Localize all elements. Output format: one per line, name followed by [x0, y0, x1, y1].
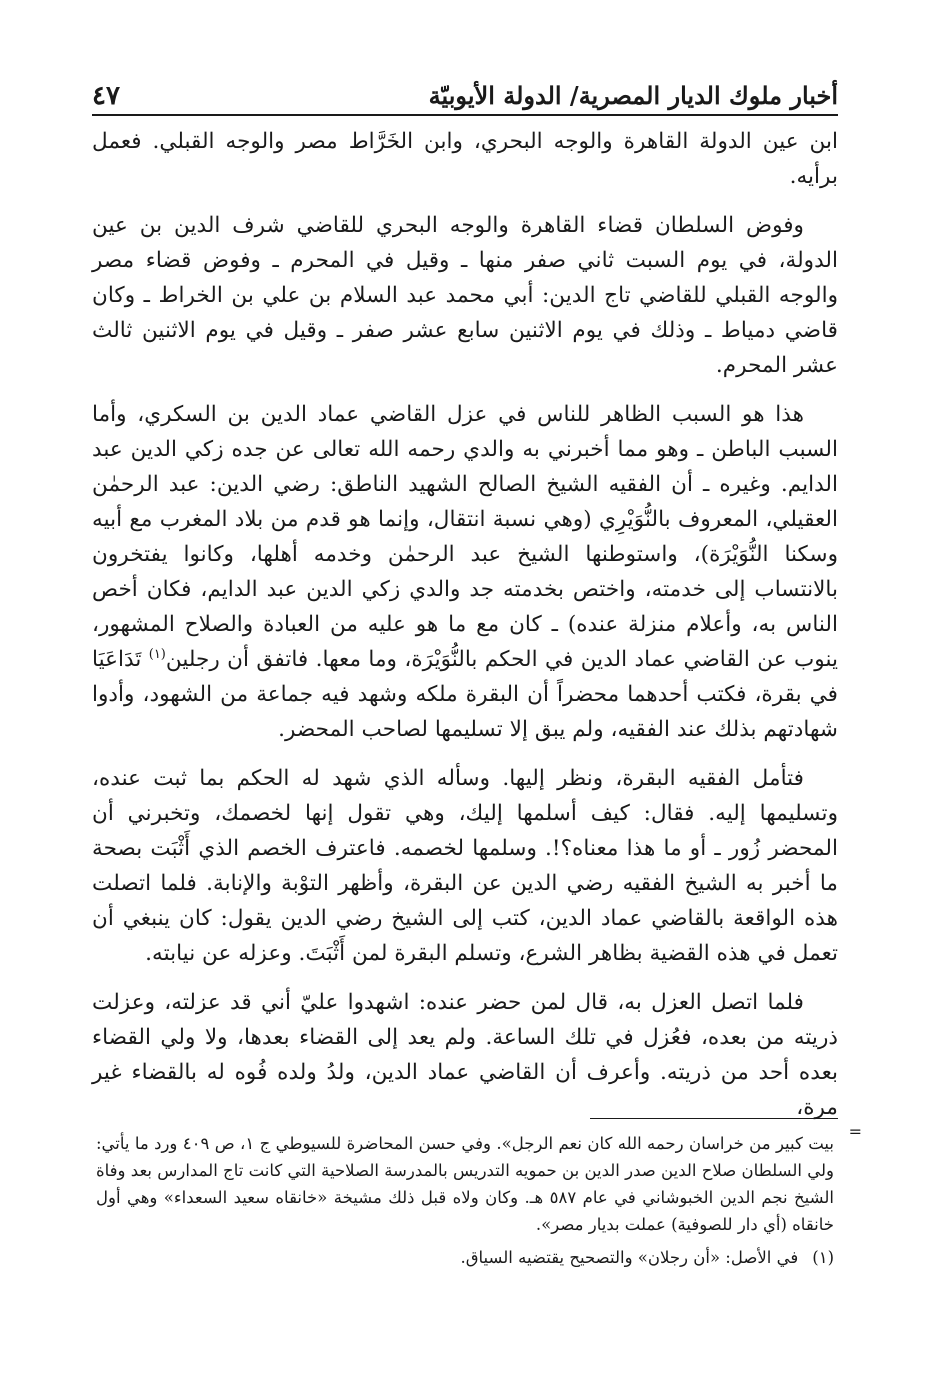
paragraph: ابن عين الدولة القاهرة والوجه البحري، وابن الخَرَّاط مصر والوجه القبلي. فعمل برأيه. — [92, 129, 838, 189]
footnote-item — [96, 1244, 834, 1271]
paragraph: فتأمل الفقيه البقرة، ونظر إليها. وسأله الذي شهد له الحكم بما ثبت عنده، وتسليمها إليه. فقال: كيف أسلمها إليك، وهي تقول إنها لخصمك، وتخبرني أن المحضر زُور ـ أو ما هذا معناه؟!. وسلمها لخصمه. فاعترف الخصم الذي أَثْبَت بصحة ما أخبر به الشيخ الفقيه رضي الدين عن البقرة، وأظهر التوْبة والإنابة. فلما اتصلت هذه الواقعة بالقاضي عماد الدين، كتب إلى الشيخ رضي الدين يقول: كان ينبغي أن تعمل في هذه القضية بظاهر الشرع، وتسلم البقرة لمن أَثْبَتَ. وعزله عن نيابته. — [92, 766, 838, 966]
footnote-continued: بيت كبير من خراسان رحمه الله كان نعم الرجل». وفي حسن المحاضرة للسيوطي ج ١، ص ٤٠٩ ورد ما يأتي: ولي السلطان صلاح الدين صدر الدين بن حمويه التدريس بالمدرسة الصلاحية التي كانت تاج المدارس بعد وفاة الشيخ نجم الدين الخبوشاني في عام ٥٨٧ هـ. وكان ولاه قبل ذلك مشيخة «خانقاه سعيد السعداء» وهي أول خانقاه (أي دار للصوفية) عملت بديار مصر». — [96, 1134, 835, 1234]
footnote-number: (١) — [812, 1248, 834, 1267]
footnote-continuation-mark: = — [848, 1122, 862, 1141]
running-title: أخبار ملوك الديار المصرية/ الدولة الأيوبيّة — [428, 81, 838, 110]
footnote-separator — [590, 1118, 838, 1119]
page-header — [92, 76, 838, 116]
footnotes — [96, 1130, 834, 1271]
paragraph: وفوض السلطان قضاء القاهرة والوجه البحري للقاضي شرف الدين بن عين الدولة، في يوم السبت ثاني صفر منها ـ وقيل في المحرم ـ وفوض قضاء مصر والوجه القبلي للقاضي تاج الدين: أبي محمد عبد السلام بن علي بن الخراط ـ وكان قاضي دمياط ـ وذلك في يوم الاثنين سابع عشر صفر ـ وقيل في يوم الاثنين ثالث عشر المحرم. — [92, 213, 838, 378]
paragraph — [92, 397, 838, 747]
paragraph-text: هذا هو السبب الظاهر للناس في عزل القاضي عماد الدين بن السكري، وأما السبب الباطن ـ وهو مما أخبرني به والدي رحمه الله تعالى عن جده زكي الدين عبد الدايم. وغيره ـ أن الفقيه الشيخ الصالح الشهيد الناطق: رضي الدين: عبد الرحمٰن العقيلي، المعروف بالنُّوَيْرِي (وهي نسبة انتقال، وإنما هو قدم من بلاد المغرب مع أبيه وسكنا النُّوَيْرَة)، واستوطنها الشيخ عبد الرحمٰن وخدمه أهلها، وكانوا يفتخرون بالانتساب إلى خدمته، واختص بخدمته جد والدي زكي الدين عبد الدايم، فكان أخص الناس به، وأعلام منزلة عنده) ـ كان مع ما هو عليه من العبادة والصلاح المشهور، ينوب عن القاضي عماد الدين في الحكم بالنُّوَيْرَة، وما معها. فاتفق أن رجلين — [92, 402, 838, 672]
footnote-text: في الأصل: «أن رجلان» والتصحيح يقتضيه السياق. — [460, 1248, 799, 1267]
footnote-reference[interactable]: (١) — [148, 646, 166, 662]
page-number: ٤٧ — [92, 81, 120, 111]
paragraph-text: تَدَاعَيَا في بقرة، فكتب أحدهما محضراً أن البقرة ملكه وشهد فيه جماعة من الشهود، وأدوا شهادتهم بذلك عند الفقيه، ولم يبق إلا تسليمها لصاحب المحضر. — [92, 647, 838, 742]
paragraph: فلما اتصل العزل به، قال لمن حضر عنده: اشهدوا عليّ أني قد عزلته، وعزلت ذريته من بعده، فعُزل في تلك الساعة. ولم يعد إلى القضاء بعدها، ولا ولي القضاء بعده أحد من ذريته. وأعرف أن القاضي عماد الدين، ولدُ ولده فُوه له بالقضاء غير مرة، — [92, 990, 838, 1120]
main-text — [92, 124, 838, 1139]
